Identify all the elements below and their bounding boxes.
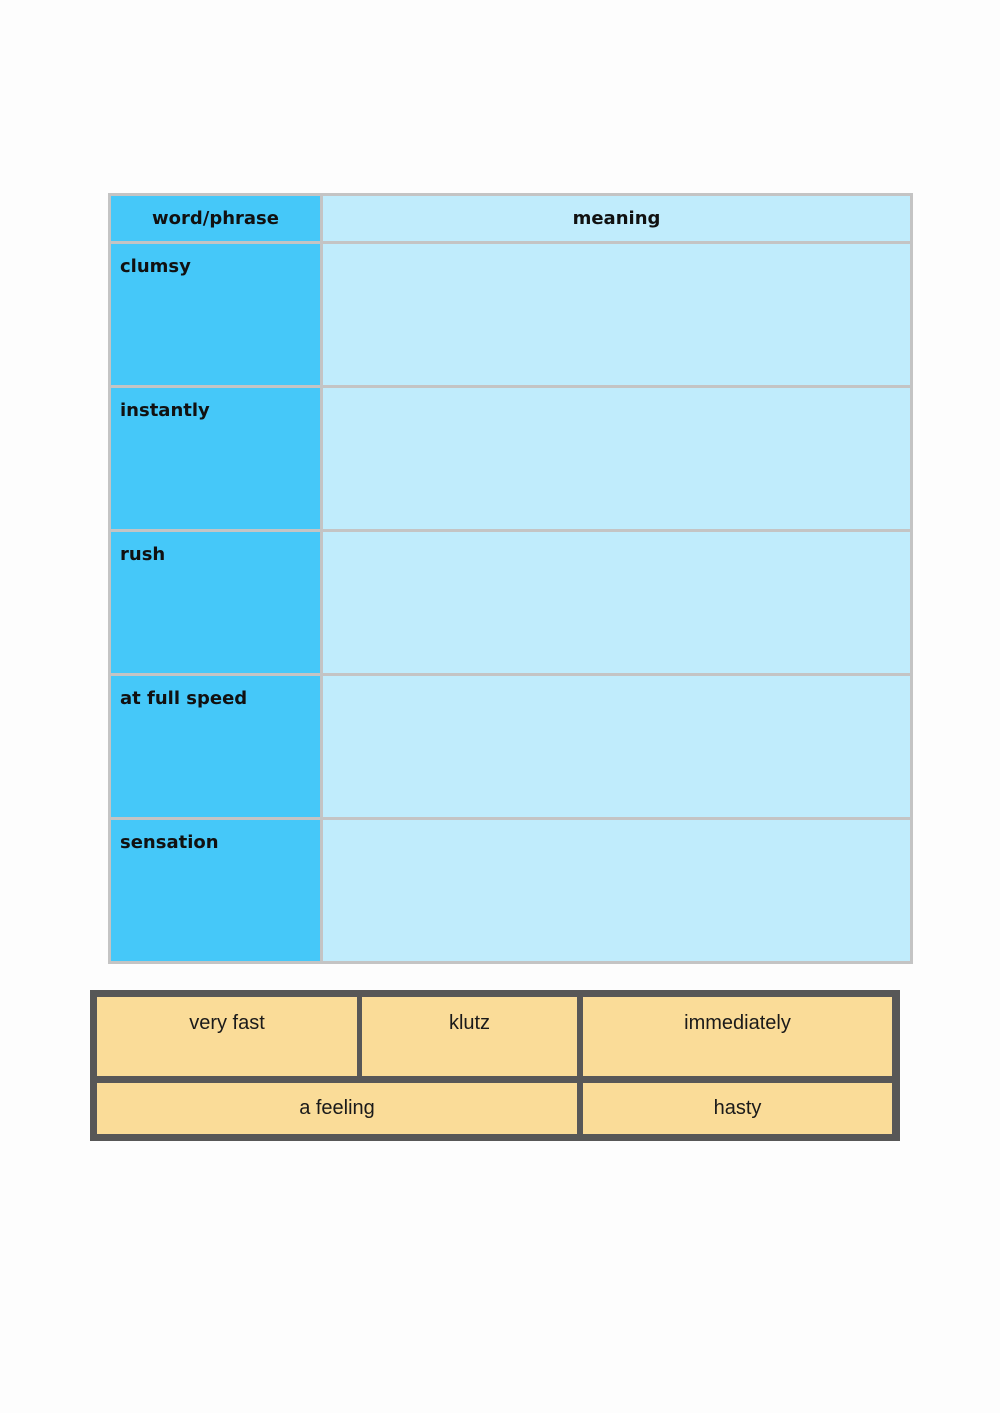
table-row (110, 387, 912, 531)
word-bank-item-label: a feeling (299, 1097, 375, 1119)
word-bank-item[interactable] (583, 1083, 892, 1134)
meaning-cell-sensation[interactable] (322, 819, 912, 963)
word-cell-clumsy (110, 243, 322, 387)
table-header-row (110, 195, 912, 243)
word-cell-sensation (110, 819, 322, 963)
table-row (110, 531, 912, 675)
word-bank-item[interactable] (97, 1083, 577, 1134)
word-label: clumsy (120, 256, 191, 277)
word-bank-item[interactable] (583, 997, 892, 1076)
word-cell-at-full-speed (110, 675, 322, 819)
meaning-cell-rush[interactable] (322, 531, 912, 675)
table-row (110, 675, 912, 819)
word-bank-item-label: very fast (189, 1012, 265, 1034)
word-label: rush (120, 544, 166, 565)
word-cell-rush (110, 531, 322, 675)
header-meaning: meaning (322, 195, 912, 243)
word-bank-item[interactable] (362, 997, 577, 1076)
word-label: at full speed (120, 688, 248, 709)
header-word-phrase: word/phrase (110, 195, 322, 243)
word-bank-item-label: immediately (684, 1012, 791, 1034)
word-label: sensation (120, 832, 219, 853)
word-bank (90, 990, 900, 1141)
meaning-cell-at-full-speed[interactable] (322, 675, 912, 819)
vocabulary-table (108, 193, 913, 964)
meaning-cell-clumsy[interactable] (322, 243, 912, 387)
meaning-cell-instantly[interactable] (322, 387, 912, 531)
table-row (110, 243, 912, 387)
word-label: instantly (120, 400, 210, 421)
word-bank-item-label: hasty (713, 1097, 762, 1119)
word-bank-item[interactable] (97, 997, 357, 1076)
word-cell-instantly (110, 387, 322, 531)
word-bank-item-label: klutz (448, 1012, 491, 1034)
table-row (110, 819, 912, 963)
